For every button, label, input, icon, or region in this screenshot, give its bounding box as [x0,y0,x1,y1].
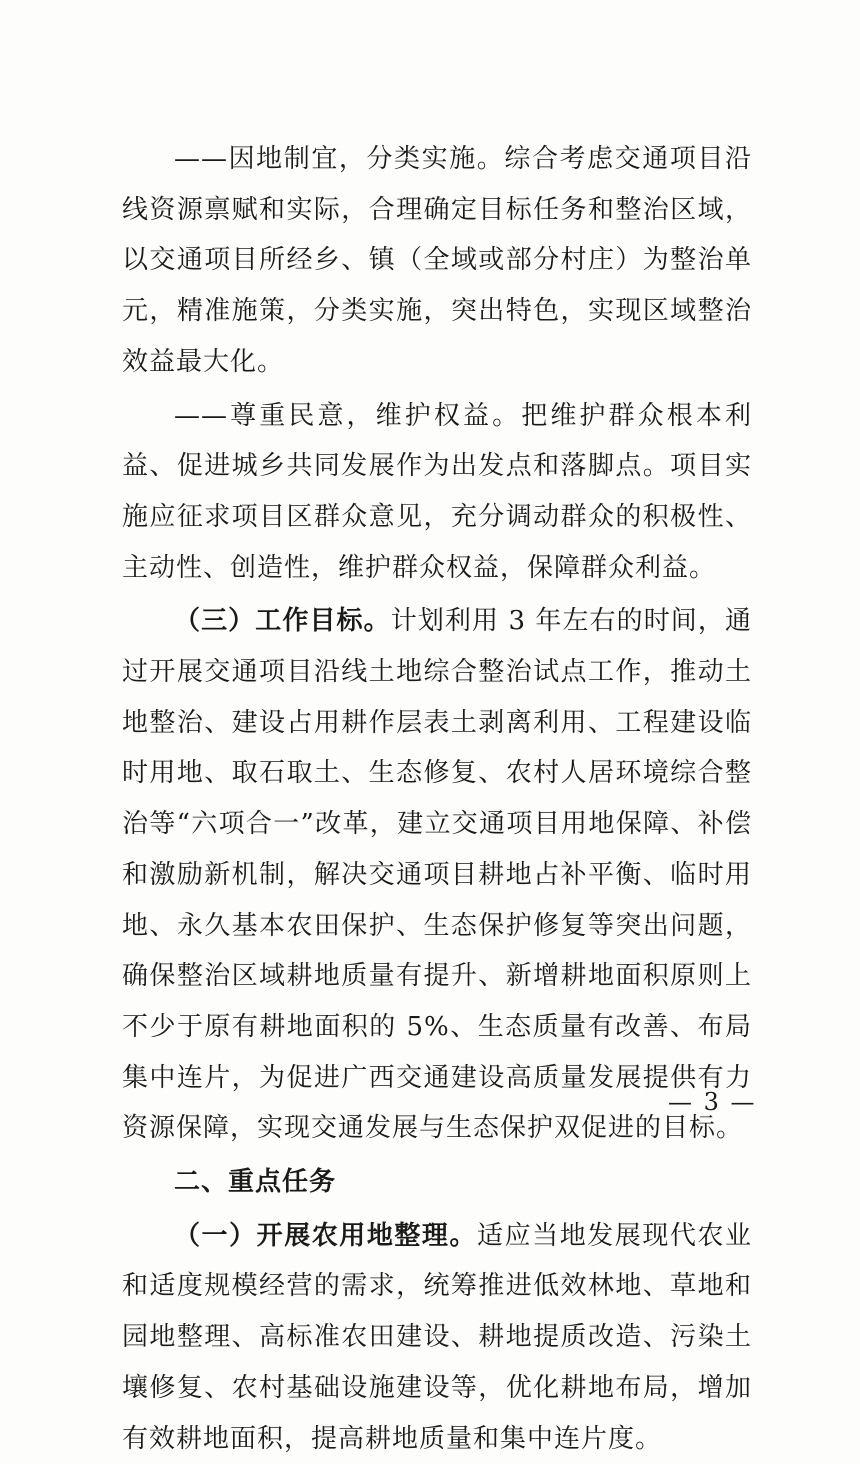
page-number: — 3 — [668,1088,757,1116]
principle-paragraph-local-conditions [122,134,752,388]
paragraph-lead: （一）开展农用地整理。 [174,1220,478,1251]
paragraph-lead: （三）工作目标。 [174,606,391,637]
farmland-consolidation-paragraph [122,1211,752,1464]
paragraph-text: ——因地制宜，分类实施。综合考虑交通项目沿线资源禀赋和实际，合理确定目标任务和整治区域，以交通项目所经乡、镇（全域或部分村庄）为整治单元，精准施策，分类实施，突出特色，实现区域整治效益最大化。 [122,144,752,377]
work-goals-paragraph [122,596,752,1154]
principle-paragraph-public-will [122,391,752,594]
paragraph-text: 计划利用 3 年左右的时间，通过开展交通项目沿线土地综合整治试点工作，推动土地整治、建设占用耕作层表土剥离利用、工程建设临时用地、取石取土、生态修复、农村人居环境综合整治等“六项合一”改革，建立交通项目用地保障、补偿和激励新机制，解决交通项目耕地占补平衡、临时用地、永久基本农田保护、生态保护修复等突出问题，确保整治区域耕地质量有提升、新增耕地面积原则上不少于原有耕地面积的 5%、生态质量有改善、布局集中连片，为促进广西交通建设高质量发展提供有力资源保障，实现交通发展与生态保护双促进的目标。 [122,606,752,1144]
section-heading: 二、重点任务 [174,1167,337,1198]
paragraph-text: 适应当地发展现代农业和适度规模经营的需求，统筹推进低效林地、草地和园地整理、高标准农田建设、耕地提质改造、污染土壤修复、农村基础设施建设等，优化耕地布局，增加有效耕地面积，提高耕地质量和集中连片度。 [122,1220,752,1454]
paragraph-text: ——尊重民意，维护权益。把维护群众根本利益、促进城乡共同发展作为出发点和落脚点。项目实施应征求项目区群众意见，充分调动群众的积极性、主动性、创造性，维护群众权益，保障群众利益。 [122,400,752,583]
